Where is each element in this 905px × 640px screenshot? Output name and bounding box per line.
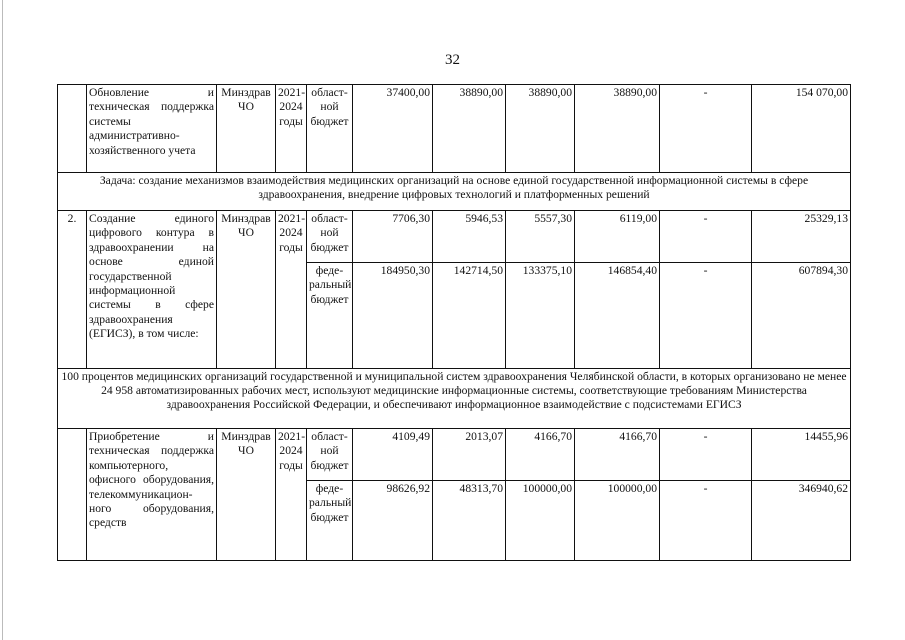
page-number: 32 [445, 52, 460, 68]
period: 2021-2024 годы [276, 85, 307, 173]
value-total: 14455,96 [752, 429, 851, 481]
value-2023: 5557,30 [506, 211, 575, 263]
funding-source: област-ной бюджет [307, 429, 353, 481]
value-2021: 98626,92 [353, 481, 433, 561]
value-2024: 6119,00 [575, 211, 660, 263]
measure-name: Создание единого цифрового контура в здравоохранении на основе единой государственной информационной системы в сфере здравоохранения (ЕГИСЗ), в том числе: [87, 211, 217, 369]
value-extra: - [660, 429, 752, 481]
value-2022: 5946,53 [433, 211, 506, 263]
value-total: 25329,13 [752, 211, 851, 263]
row-index [58, 85, 87, 173]
funding-source: област-ной бюджет [307, 211, 353, 263]
value-2021: 184950,30 [353, 263, 433, 369]
value-2024: 100000,00 [575, 481, 660, 561]
value-2021: 4109,49 [353, 429, 433, 481]
value-2021: 7706,30 [353, 211, 433, 263]
table-row [58, 85, 851, 173]
value-extra: - [660, 85, 752, 173]
value-total: 607894,30 [752, 263, 851, 369]
funding-source: феде-ральный бюджет [307, 263, 353, 369]
executor: Минздрав ЧО [217, 429, 276, 561]
table-row [58, 429, 851, 481]
value-2024: 38890,00 [575, 85, 660, 173]
program-table [57, 84, 851, 561]
measure-name: Обновление и техническая поддержка системы административно-хозяйственного учета [87, 85, 217, 173]
value-2021: 37400,00 [353, 85, 433, 173]
measure-name: Приобретение и техническая поддержка компьютерного, офисного оборудования, телекоммуникацион-ного оборудования, средств [87, 429, 217, 561]
value-2022: 38890,00 [433, 85, 506, 173]
value-2023: 4166,70 [506, 429, 575, 481]
funding-source: феде-ральный бюджет [307, 481, 353, 561]
executor: Минздрав ЧО [217, 211, 276, 369]
scan-edge [2, 0, 3, 640]
indicator-text: 100 процентов медицинских организаций государственной и муниципальной систем здравоохранения Челябинской области, в которых организовано не менее 24 958 автоматизированных рабочих мест, используют медицинские информационные системы, соответствующие требованиям Министерства здравоохранения Российской Федерации, и обеспечивают информационное взаимодействие с подсистемами ЕГИСЗ [58, 369, 851, 429]
value-2024: 4166,70 [575, 429, 660, 481]
value-2024: 146854,40 [575, 263, 660, 369]
value-2023: 100000,00 [506, 481, 575, 561]
value-total: 154 070,00 [752, 85, 851, 173]
funding-source: област-ной бюджет [307, 85, 353, 173]
value-extra: - [660, 263, 752, 369]
task-text: Задача: создание механизмов взаимодействия медицинских организаций на основе единой государственной информационной системы в сфере здравоохранения, внедрение цифровых технологий и платформенных решений [58, 173, 851, 211]
row-index [58, 429, 87, 561]
row-index: 2. [58, 211, 87, 369]
value-2022: 142714,50 [433, 263, 506, 369]
value-2022: 48313,70 [433, 481, 506, 561]
executor: Минздрав ЧО [217, 85, 276, 173]
value-extra: - [660, 481, 752, 561]
table-row [58, 211, 851, 263]
task-row [58, 173, 851, 211]
period: 2021-2024 годы [276, 211, 307, 369]
period: 2021-2024 годы [276, 429, 307, 561]
value-2022: 2013,07 [433, 429, 506, 481]
value-2023: 133375,10 [506, 263, 575, 369]
value-2023: 38890,00 [506, 85, 575, 173]
indicator-row [58, 369, 851, 429]
value-total: 346940,62 [752, 481, 851, 561]
value-extra: - [660, 211, 752, 263]
